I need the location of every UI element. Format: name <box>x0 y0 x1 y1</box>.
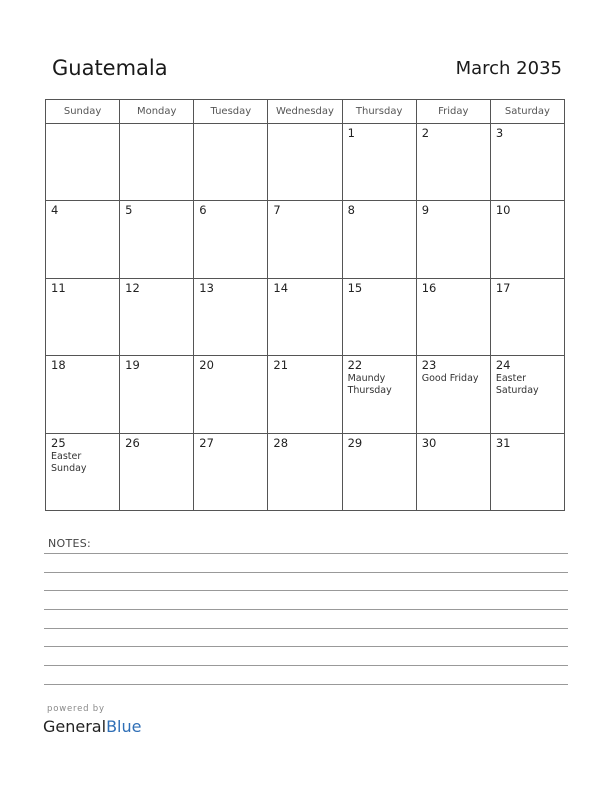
notes-line <box>44 590 568 591</box>
day-number: 11 <box>51 280 66 295</box>
weekday-header: Saturday <box>490 100 564 124</box>
logo-text-blue: Blue <box>106 717 142 736</box>
day-cell <box>268 278 342 355</box>
week-row <box>46 278 565 355</box>
day-cell <box>416 356 490 433</box>
notes-label: NOTES: <box>48 537 92 550</box>
day-cell <box>120 124 194 201</box>
weekday-header: Wednesday <box>268 100 342 124</box>
week-row <box>46 124 565 201</box>
calendar-month-title: March 2035 <box>455 58 562 79</box>
day-cell <box>416 278 490 355</box>
weekday-header: Tuesday <box>194 100 268 124</box>
day-cell <box>194 356 268 433</box>
day-cell <box>120 433 194 510</box>
day-cell <box>490 278 564 355</box>
day-number: 3 <box>495 126 504 140</box>
week-row <box>46 356 565 433</box>
calendar-grid <box>45 99 565 511</box>
powered-by-label: powered by <box>47 704 105 714</box>
day-number: 27 <box>199 435 214 450</box>
day-cell <box>268 201 342 278</box>
notes-line <box>44 609 568 610</box>
day-cell <box>120 356 194 433</box>
day-cell <box>120 201 194 278</box>
day-number: 6 <box>199 203 207 218</box>
weekday-header: Thursday <box>342 100 416 124</box>
weekday-header: Sunday <box>46 100 120 124</box>
generalblue-logo[interactable] <box>43 717 141 736</box>
day-number: 22 <box>347 358 363 373</box>
day-number: 5 <box>125 203 133 218</box>
day-number: 20 <box>199 358 214 373</box>
day-number: 30 <box>421 435 437 450</box>
day-cell <box>342 124 416 201</box>
day-cell <box>268 124 342 201</box>
day-number: 14 <box>273 280 289 295</box>
day-number: 25 <box>51 435 66 450</box>
weekday-header-row <box>46 100 565 124</box>
day-cell <box>194 201 268 278</box>
holiday-label: Good Friday <box>421 373 479 385</box>
day-cell <box>342 356 416 433</box>
day-number: 31 <box>495 435 511 450</box>
day-number: 15 <box>347 280 363 295</box>
day-number: 12 <box>125 280 140 295</box>
day-cell <box>194 278 268 355</box>
day-number: 19 <box>125 358 140 373</box>
day-number: 28 <box>273 435 289 450</box>
holiday-label: Easter Saturday <box>495 373 539 397</box>
day-cell <box>490 433 564 510</box>
day-cell <box>194 124 268 201</box>
day-number: 13 <box>199 280 214 295</box>
day-number: 26 <box>125 435 140 450</box>
day-number: 10 <box>495 203 511 218</box>
day-number: 17 <box>495 280 511 295</box>
day-cell <box>490 124 564 201</box>
day-number: 29 <box>347 435 363 450</box>
day-cell <box>120 278 194 355</box>
day-cell <box>416 201 490 278</box>
day-number: 8 <box>347 203 355 218</box>
notes-line <box>44 646 568 647</box>
day-number: 16 <box>421 280 437 295</box>
day-number: 24 <box>495 358 511 373</box>
calendar-country-title: Guatemala <box>52 56 168 80</box>
notes-line <box>44 572 568 573</box>
day-cell <box>194 433 268 510</box>
weekday-header: Friday <box>416 100 490 124</box>
day-cell <box>342 433 416 510</box>
day-cell <box>46 356 120 433</box>
day-cell <box>416 433 490 510</box>
day-number: 9 <box>421 203 430 218</box>
notes-line <box>44 665 568 666</box>
notes-line <box>44 684 568 685</box>
week-row <box>46 201 565 278</box>
day-cell <box>490 201 564 278</box>
day-cell <box>268 433 342 510</box>
day-number: 23 <box>421 358 437 373</box>
day-cell <box>342 278 416 355</box>
day-cell <box>342 201 416 278</box>
day-cell <box>268 356 342 433</box>
week-row <box>46 433 565 510</box>
day-number: 18 <box>51 358 66 373</box>
holiday-label: Maundy Thursday <box>347 373 392 397</box>
notes-line <box>44 628 568 629</box>
day-number: 21 <box>273 358 289 373</box>
day-cell <box>46 201 120 278</box>
day-number: 4 <box>51 203 59 218</box>
day-cell <box>416 124 490 201</box>
weekday-header: Monday <box>120 100 194 124</box>
holiday-label: Easter Sunday <box>51 450 87 474</box>
day-cell <box>46 124 120 201</box>
logo-text-general: General <box>43 717 107 736</box>
day-number: 2 <box>421 126 430 140</box>
day-cell <box>46 433 120 510</box>
day-cell <box>490 356 564 433</box>
day-number: 1 <box>347 126 355 140</box>
day-number: 7 <box>273 203 281 218</box>
day-cell <box>46 278 120 355</box>
notes-line <box>44 553 568 554</box>
